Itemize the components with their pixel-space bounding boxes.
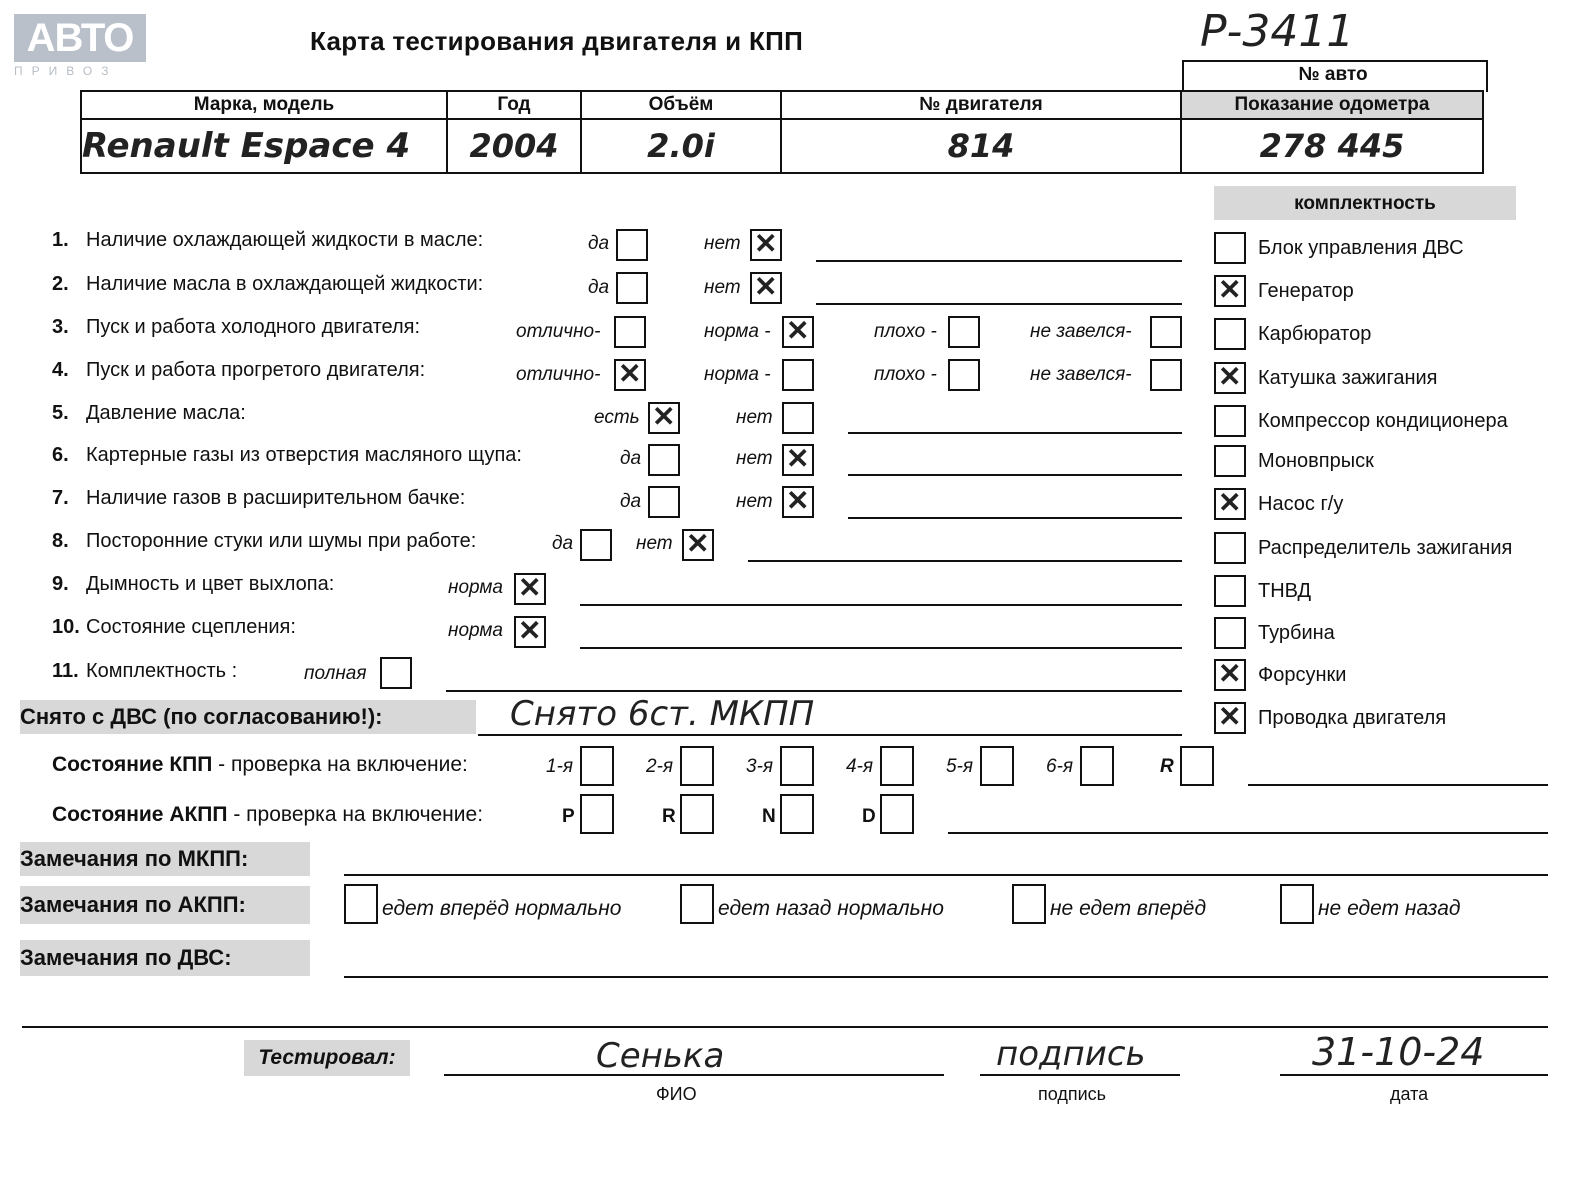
mode-label: N <box>762 806 776 827</box>
engine-number-value: 814 <box>781 119 1181 173</box>
tested-by-label: Тестировал: <box>244 1040 410 1076</box>
answer-checkbox[interactable] <box>580 529 612 561</box>
page-title: Карта тестирования двигателя и КПП <box>310 26 804 56</box>
removed-value: Снято 6ст. МКПП <box>510 694 815 734</box>
sign-line <box>980 1074 1180 1076</box>
gear-label: 4-я <box>846 756 874 777</box>
kit-checkbox[interactable] <box>1214 575 1246 607</box>
answer-checkbox[interactable] <box>614 316 646 348</box>
question-text: Посторонние стуки или шумы при работе: <box>86 530 477 552</box>
option-label: да <box>552 533 574 554</box>
option-label: нет <box>736 407 773 428</box>
option-label: норма - <box>704 364 771 385</box>
option-label: нет <box>704 277 741 298</box>
kit-item-label: Распределитель зажигания <box>1258 537 1513 559</box>
gear-checkbox[interactable] <box>880 746 914 786</box>
kit-checkbox[interactable] <box>1214 488 1246 520</box>
kit-item-label: Генератор <box>1258 280 1354 302</box>
option-label: да <box>620 491 642 512</box>
question-text: Наличие охлаждающей жидкости в масле: <box>86 229 484 251</box>
divider <box>22 1026 1548 1028</box>
akpp-remark-checkbox[interactable] <box>680 884 714 924</box>
kpp-label <box>52 753 468 777</box>
answer-checkbox[interactable] <box>750 229 782 261</box>
question-number: 6. <box>52 444 69 466</box>
question-number: 11. <box>52 660 79 682</box>
option-label: да <box>620 448 642 469</box>
option-label: отлично- <box>516 364 601 385</box>
question-number: 7. <box>52 487 69 509</box>
gear-checkbox[interactable] <box>680 746 714 786</box>
sign-caption: подпись <box>1038 1084 1107 1104</box>
kit-item-label: Компрессор кондиционера <box>1258 410 1508 432</box>
answer-checkbox[interactable] <box>648 402 680 434</box>
volume-value: 2.0i <box>581 119 781 173</box>
question-number: 5. <box>52 402 69 424</box>
option-label: норма <box>448 620 503 641</box>
kpp-label-bold: Состояние КПП <box>52 753 213 776</box>
note-line <box>1248 784 1548 786</box>
question-number: 9. <box>52 573 69 595</box>
answer-checkbox[interactable] <box>1150 316 1182 348</box>
date-line <box>1280 1074 1548 1076</box>
col-year: Год <box>447 91 581 119</box>
question-number: 10. <box>52 616 80 638</box>
tester-name: Сенька <box>596 1036 725 1076</box>
note-line <box>580 647 1182 649</box>
col-odometer: Показание одометра <box>1181 91 1483 119</box>
answer-checkbox[interactable] <box>648 444 680 476</box>
odometer-value: 278 445 <box>1181 119 1483 173</box>
note-line <box>848 517 1182 519</box>
option-label: да <box>588 277 610 298</box>
note-line <box>748 560 1182 562</box>
year-value: 2004 <box>447 119 581 173</box>
test-date: 31-10-24 <box>1312 1030 1485 1074</box>
answer-checkbox[interactable] <box>750 272 782 304</box>
note-line <box>816 303 1182 305</box>
mode-label: R <box>662 806 676 827</box>
option-label: нет <box>704 233 741 254</box>
option-label: не завелся- <box>1030 321 1132 342</box>
note-line <box>446 690 1182 692</box>
akpp-remark-checkbox[interactable] <box>1280 884 1314 924</box>
question-text: Наличие газов в расширительном бачке: <box>86 487 466 509</box>
note-line <box>848 474 1182 476</box>
note-line <box>344 874 1548 876</box>
kit-checkbox[interactable] <box>1214 362 1246 394</box>
kit-item-label: ТНВД <box>1258 580 1312 602</box>
kit-checkbox[interactable] <box>1214 532 1246 564</box>
mode-label: P <box>562 806 575 827</box>
auto-number-label: № авто <box>1298 64 1368 85</box>
option-label: норма - <box>704 321 771 342</box>
answer-checkbox[interactable] <box>782 444 814 476</box>
answer-checkbox[interactable] <box>782 402 814 434</box>
name-caption: ФИО <box>656 1084 697 1104</box>
kit-item-label: Проводка двигателя <box>1258 707 1447 729</box>
kit-item-label: Насос г/у <box>1258 493 1344 515</box>
gear-label: 1-я <box>546 756 574 777</box>
mode-checkbox[interactable] <box>780 794 814 834</box>
answer-checkbox[interactable] <box>682 529 714 561</box>
kit-checkbox[interactable] <box>1214 405 1246 437</box>
question-text: Пуск и работа холодного двигателя: <box>86 316 421 338</box>
signature-image: подпись <box>996 1034 1146 1074</box>
akpp-label-bold: Состояние АКПП <box>52 803 228 826</box>
kit-checkbox[interactable] <box>1214 275 1246 307</box>
note-line <box>344 976 1548 978</box>
question-text: Пуск и работа прогретого двигателя: <box>86 359 426 381</box>
name-line <box>444 1074 944 1076</box>
option-label: есть <box>594 407 640 428</box>
answer-checkbox[interactable] <box>380 657 412 689</box>
remarks-dvs-label: Замечания по ДВС: <box>20 940 310 976</box>
gear-label: 3-я <box>746 756 774 777</box>
akpp-remark-label: едет назад нормально <box>718 897 944 920</box>
akpp-label <box>52 803 483 827</box>
gear-label: 2-я <box>646 756 674 777</box>
answer-checkbox[interactable] <box>514 616 546 648</box>
akpp-remark-checkbox[interactable] <box>1012 884 1046 924</box>
kit-checkbox[interactable] <box>1214 232 1246 264</box>
logo-main: АВТО <box>14 14 146 62</box>
col-engine-number: № двигателя <box>781 91 1181 119</box>
note-line <box>580 604 1182 606</box>
mode-checkbox[interactable] <box>580 794 614 834</box>
note-line <box>948 832 1548 834</box>
vehicle-header-table <box>80 90 1484 174</box>
model-value: Renault Espace 4 <box>81 119 447 173</box>
kit-item-label: Карбюратор <box>1258 323 1372 345</box>
gear-checkbox[interactable] <box>980 746 1014 786</box>
answer-checkbox[interactable] <box>616 272 648 304</box>
mode-label: D <box>862 806 876 827</box>
akpp-remark-label: не едет вперёд <box>1050 897 1207 920</box>
option-label: не завелся- <box>1030 364 1132 385</box>
option-label: да <box>588 233 610 254</box>
kit-title: комплектность <box>1214 186 1516 220</box>
remarks-akpp-label: Замечания по АКПП: <box>20 886 310 924</box>
question-number: 2. <box>52 273 69 295</box>
note-line <box>816 260 1182 262</box>
question-text: Дымность и цвет выхлопа: <box>86 573 335 595</box>
akpp-label-rest: - проверка на включение: <box>227 803 484 826</box>
kit-item-label: Катушка зажигания <box>1258 367 1438 389</box>
question-text: Наличие масла в охлаждающей жидкости: <box>86 273 484 295</box>
gear-checkbox[interactable] <box>1180 746 1214 786</box>
col-model: Марка, модель <box>81 91 447 119</box>
answer-checkbox[interactable] <box>782 486 814 518</box>
question-text: Давление масла: <box>86 402 246 424</box>
option-label: норма <box>448 577 503 598</box>
option-label: отлично- <box>516 321 601 342</box>
answer-checkbox[interactable] <box>616 229 648 261</box>
option-label: плохо - <box>874 321 937 342</box>
answer-checkbox[interactable] <box>514 573 546 605</box>
logo-sub: ПРИВОЗ <box>14 64 118 78</box>
answer-checkbox[interactable] <box>782 359 814 391</box>
kit-checkbox[interactable] <box>1214 445 1246 477</box>
question-number: 8. <box>52 530 69 552</box>
kit-item-label: Блок управления ДВС <box>1258 237 1464 259</box>
note-line <box>478 734 1182 736</box>
gear-label: 5-я <box>946 756 974 777</box>
akpp-remark-checkbox[interactable] <box>344 884 378 924</box>
auto-number-value: Р-3411 <box>1200 6 1355 57</box>
remarks-mkpp-label: Замечания по МКПП: <box>20 842 310 876</box>
kpp-label-rest: - проверка на включение: <box>212 753 468 776</box>
akpp-remark-label: едет вперёд нормально <box>382 897 622 920</box>
kit-item-label: Форсунки <box>1258 664 1347 686</box>
option-label: нет <box>636 533 673 554</box>
answer-checkbox[interactable] <box>648 486 680 518</box>
kit-item-label: Моновпрыск <box>1258 450 1374 472</box>
gear-checkbox[interactable] <box>580 746 614 786</box>
removed-label: Снято с ДВС (по согласованию!): <box>20 700 476 734</box>
question-number: 4. <box>52 359 69 381</box>
note-line <box>848 432 1182 434</box>
gear-checkbox[interactable] <box>780 746 814 786</box>
kit-checkbox[interactable] <box>1214 659 1246 691</box>
question-text: Комплектность : <box>86 660 238 682</box>
date-caption: дата <box>1390 1084 1429 1104</box>
answer-checkbox[interactable] <box>614 359 646 391</box>
kit-checkbox[interactable] <box>1214 702 1246 734</box>
option-label: нет <box>736 491 773 512</box>
question-number: 1. <box>52 229 69 251</box>
answer-checkbox[interactable] <box>948 359 980 391</box>
option-label: нет <box>736 448 773 469</box>
answer-checkbox[interactable] <box>948 316 980 348</box>
mode-checkbox[interactable] <box>680 794 714 834</box>
col-volume: Объём <box>581 91 781 119</box>
kit-item-label: Турбина <box>1258 622 1335 644</box>
gear-checkbox[interactable] <box>1080 746 1114 786</box>
question-number: 3. <box>52 316 69 338</box>
kit-checkbox[interactable] <box>1214 617 1246 649</box>
option-label: плохо - <box>874 364 937 385</box>
logo <box>14 14 146 78</box>
answer-checkbox[interactable] <box>1150 359 1182 391</box>
akpp-remark-label: не едет назад <box>1318 897 1461 920</box>
kit-checkbox[interactable] <box>1214 318 1246 350</box>
answer-checkbox[interactable] <box>782 316 814 348</box>
mode-checkbox[interactable] <box>880 794 914 834</box>
option-label: полная <box>304 663 367 684</box>
gear-label: R <box>1160 756 1174 777</box>
gear-label: 6-я <box>1046 756 1074 777</box>
question-text: Состояние сцепления: <box>86 616 296 638</box>
question-text: Картерные газы из отверстия масляного щупа: <box>86 444 522 466</box>
